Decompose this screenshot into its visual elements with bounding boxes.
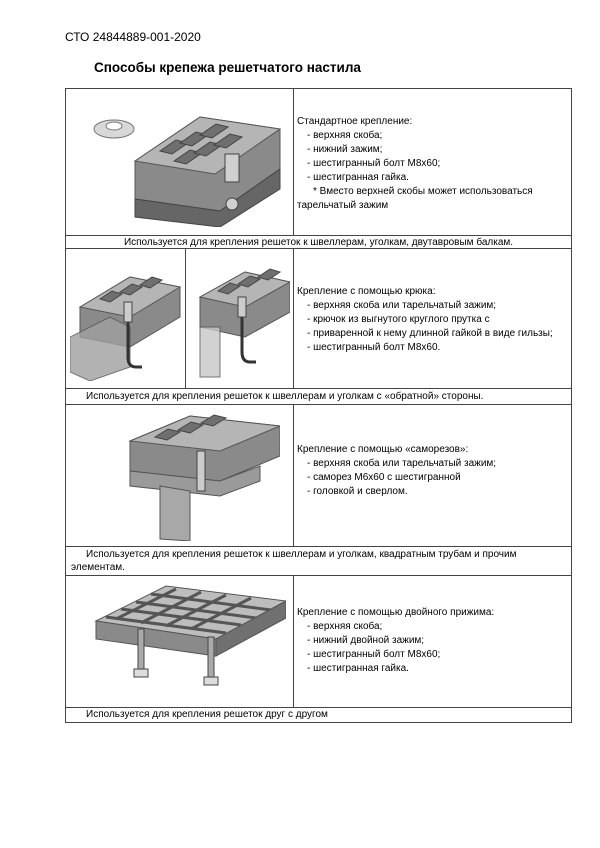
usage-text: Используется для крепления решеток друг с другом	[86, 709, 328, 720]
note-text: тарельчатый зажим	[297, 200, 389, 211]
component-item: - саморез М6х60 с шестигранной	[307, 472, 461, 483]
description-heading: Крепление с помощью двойного прижима:	[297, 607, 495, 618]
self-tapping-screw-illustration	[120, 411, 280, 541]
hook-fastening-description	[297, 285, 567, 355]
component-item: - шестигранная гайка.	[307, 172, 409, 183]
component-item: - крючок из выгнутого круглого прутка с	[307, 314, 490, 325]
note-text: * Вместо верхней скобы может использоваться	[313, 186, 533, 197]
description-heading: Стандартное крепление:	[297, 116, 413, 127]
usage-line: элементам.	[71, 562, 125, 573]
hook-fastening-illustration-b	[190, 257, 290, 381]
fastening-table	[65, 88, 572, 723]
standard-fastening-illustration	[80, 99, 285, 227]
description-heading: Крепление с помощью «саморезов»:	[297, 444, 469, 455]
row-divider	[66, 388, 571, 389]
component-item: - шестигранный болт М8х60.	[307, 342, 441, 353]
document-title: Способы крепежа решетчатого настила	[94, 60, 361, 75]
component-item: - нижний двойной зажим;	[307, 635, 425, 646]
component-item: - верхняя скоба;	[307, 130, 383, 141]
component-item: - нижний зажим;	[307, 144, 383, 155]
component-item: - головкой и сверлом.	[307, 486, 408, 497]
column-divider	[293, 248, 294, 388]
usage-text	[66, 548, 571, 574]
component-item: - верхняя скоба;	[307, 621, 383, 632]
row-divider	[66, 575, 571, 576]
column-divider	[293, 404, 294, 546]
column-divider	[293, 89, 294, 235]
hook-fastening-illustration-a	[70, 257, 182, 381]
component-item: - шестигранная гайка.	[307, 663, 409, 674]
document-code: СТО 24844889-001-2020	[65, 30, 201, 44]
self-tapping-screw-description	[297, 443, 567, 499]
component-item: - верхняя скоба или тарельчатый зажим;	[307, 458, 497, 469]
usage-line: Используется для крепления решеток к швеллерам и уголкам, квадратным трубам и прочим	[86, 549, 517, 560]
column-divider	[293, 575, 294, 707]
component-item: - шестигранный болт М8х60;	[307, 649, 441, 660]
row-divider	[66, 404, 571, 405]
double-clamp-description	[297, 606, 567, 676]
usage-text: Используется для крепления решеток к швеллерам и уголкам с «обратной» стороны.	[86, 391, 484, 402]
component-item: - верхняя скоба или тарельчатый зажим;	[307, 300, 497, 311]
row-divider	[66, 546, 571, 547]
double-clamp-illustration	[76, 581, 286, 699]
usage-text: Используется для крепления решеток к швеллерам, уголкам, двутавровым балкам.	[123, 237, 514, 248]
component-item: - приваренной к нему длинной гайкой в виде гильзы;	[307, 328, 553, 339]
standard-fastening-description	[297, 115, 567, 213]
description-heading: Крепление с помощью крюка:	[297, 286, 436, 297]
component-item: - шестигранный болт М8х60;	[307, 158, 441, 169]
column-divider	[185, 248, 186, 388]
